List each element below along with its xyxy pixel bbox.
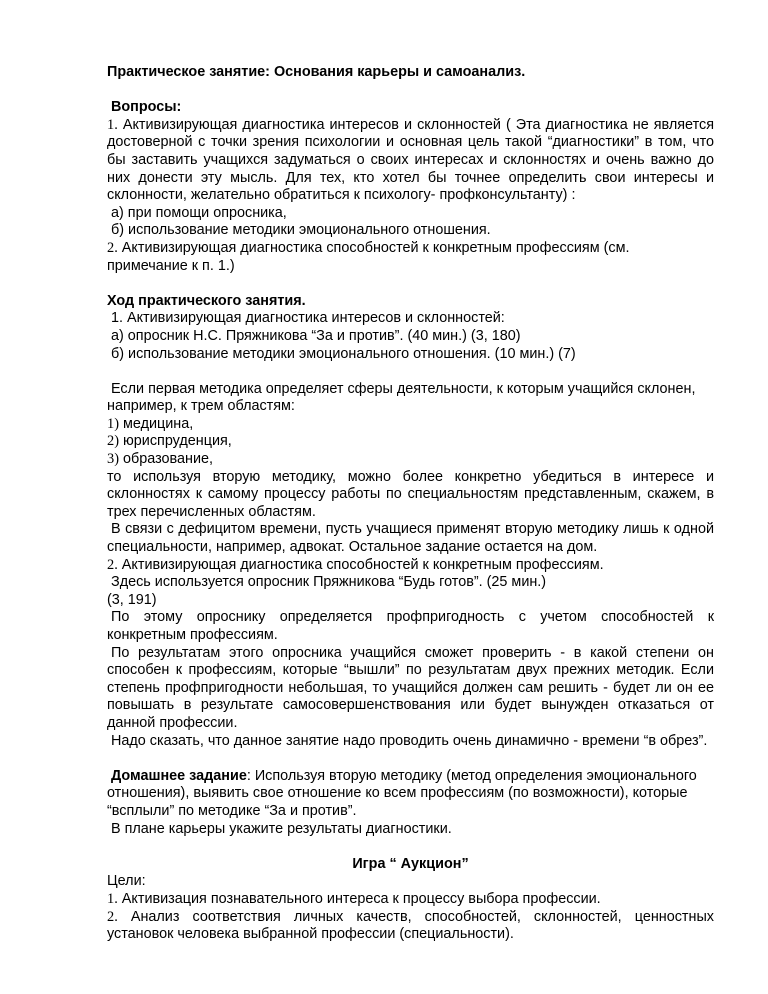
goal-item-1-number: 1.: [107, 890, 118, 907]
area-item-2-number: 2): [107, 433, 119, 450]
course-line-2: а) опросник Н.С. Пряжникова “За и против”. (40 мин.) (3, 180): [111, 327, 521, 344]
course-paragraph-2: то используя вторую методику, можно более конкретно убедиться в интересе и склонностях к самому процессу работы по специальностям представленным, скажем, в трех перечисленных областям.: [107, 468, 714, 520]
homework-label: Домашнее задание: [111, 767, 247, 784]
area-item-2: [107, 433, 714, 451]
course-paragraph-7: Надо сказать, что данное занятие надо проводить очень динамично - времени “в обрез”.: [111, 732, 708, 749]
course-reference: (3, 191): [107, 591, 157, 608]
question-2: [107, 240, 714, 275]
area-item-3-number: 3): [107, 451, 119, 468]
goal-item-2-number: 2.: [107, 908, 118, 925]
section-2-text: Активизирующая диагностика способностей к конкретным профессиям.: [121, 556, 604, 573]
course-paragraph-6: По результатам этого опросника учащийся сможет проверить - в какой степени он способен к профессиям, которые “вышли” по результатам двух прежних методик. Если степень профпригодности небольшая, то учащийся должен сам решить - будет ли он ее повышать в результате самосовершенствования или будет вынужден отказаться от данной профессии.: [107, 644, 714, 731]
document-page: [107, 64, 714, 944]
document-title: Практическое занятие: Основания карьеры и самоанализ.: [107, 64, 526, 80]
question-2-text: Активизирующая диагностика способностей к конкретным профессиям (см. примечание к п. 1.): [107, 239, 630, 274]
question-1-option-b: б) использование методики эмоционального отношения.: [111, 222, 491, 239]
course-paragraph-3: В связи с дефицитом времени, пусть учащиеся применят вторую методику лишь к одной специальности, например, адвокат. Остальное задание остается на дом.: [107, 521, 714, 556]
question-1-number: 1.: [107, 116, 118, 133]
homework-paragraph: [107, 768, 714, 821]
question-1-option-a: а) при помощи опросника,: [111, 204, 287, 221]
spacer: [107, 838, 714, 856]
goals-label: Цели:: [107, 873, 146, 890]
area-item-1-text: медицина,: [123, 415, 194, 432]
spacer: [107, 82, 714, 100]
game-title: Игра “ Аукцион”: [352, 855, 469, 872]
course-heading: Ход практического занятия.: [107, 292, 306, 309]
section-2-number: 2.: [107, 556, 118, 573]
course-line-1: 1. Активизирующая диагностика интересов и склонностей:: [111, 310, 505, 327]
homework-text: : Используя вторую методику (метод определения эмоционального отношения), выявить свое отношение ко всем профессиям (по возможности), которые “всплыли” по методике “За и против”.: [107, 767, 697, 819]
spacer: [107, 275, 714, 293]
homework-paragraph-2: В плане карьеры укажите результаты диагностики.: [111, 820, 452, 837]
area-item-3-text: образование,: [123, 451, 214, 468]
course-paragraph-4: Здесь используется опросник Пряжникова “Будь готов”. (25 мин.): [111, 574, 547, 591]
question-2-number: 2.: [107, 239, 118, 256]
goal-item-2: [107, 909, 714, 944]
area-item-3: [107, 451, 714, 469]
goal-item-2-text: Анализ соответствия личных качеств, способностей, склонностей, ценностных установок человека выбранной профессии (специальности).: [107, 908, 714, 943]
course-paragraph-1: Если первая методика определяет сферы деятельности, к которым учащийся склонен, например, к трем областям:: [107, 380, 696, 415]
question-1: [107, 117, 714, 205]
area-item-1: [107, 416, 714, 434]
question-1-text: Активизирующая диагностика интересов и склонностей ( Эта диагностика не является достоверной с точки зрения психологии и основная цель такой “диагностики” в том, что бы заставить учащихся задуматься о своих интересах и склонностях и очень важно до них донести эту мысль. Для тех, кто хотел бы точнее определить свои интересы и склонности, желательно обратиться к психологу- профконсультанту) :: [107, 116, 714, 204]
course-line-3: б) использование методики эмоционального отношения. (10 мин.) (7): [111, 345, 576, 362]
area-item-2-text: юриспруденция,: [123, 433, 232, 450]
course-paragraph-5: По этому опроснику определяется профпригодность с учетом способностей к конкретным профессиям.: [107, 609, 714, 643]
section-2: [107, 557, 714, 575]
goal-item-1: [107, 891, 714, 909]
goal-item-1-text: Активизация познавательного интереса к процессу выбора профессии.: [121, 890, 601, 907]
spacer: [107, 750, 714, 768]
area-item-1-number: 1): [107, 415, 119, 432]
spacer: [107, 363, 714, 381]
questions-heading: Вопросы:: [111, 99, 182, 116]
